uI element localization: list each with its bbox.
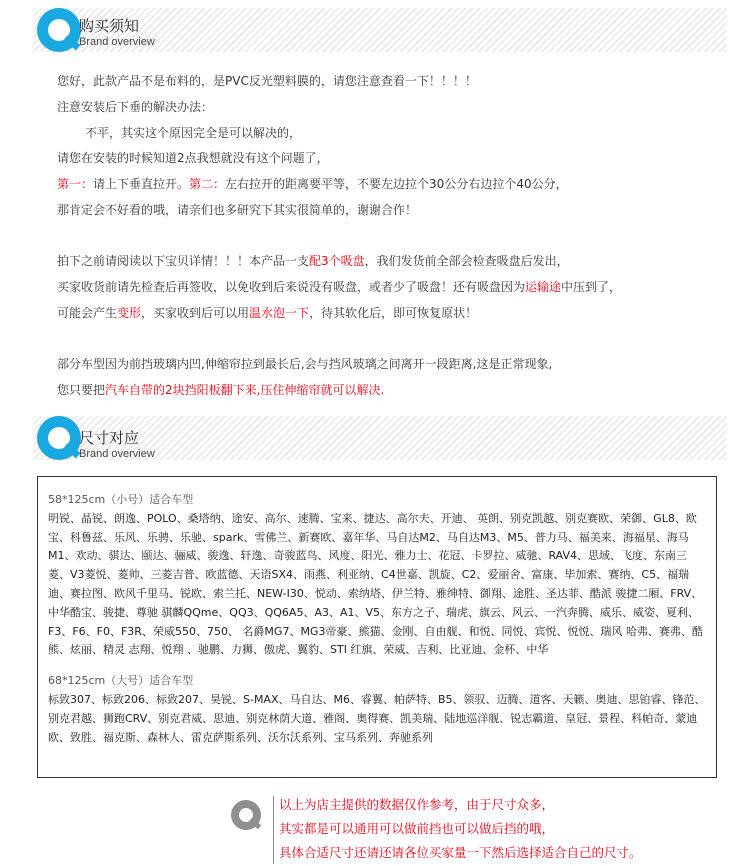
highlight-suction-cups: 配3个吸盘 — [309, 254, 365, 269]
section-subtitle-size: Brand overview — [79, 448, 155, 460]
highlight-deform: 变形 — [117, 305, 142, 320]
notice-line: 买家收货前请先检查后再签收，以免收到后来说没有吸盘，或者少了吸盘！还有吸盘因为运输途中压到了， — [57, 280, 622, 295]
notice-line: 不平，其实这个原因完全是可以解决的， — [85, 125, 302, 140]
q-logo-icon — [37, 416, 81, 460]
step-two-text: 左右拉开的距离要平等，不要左边拉个30公分右边拉个40公分， — [225, 177, 568, 192]
highlight-transport: 运输途 — [525, 280, 562, 295]
small-size-title: 58*125cm（小号）适合车型 — [48, 493, 194, 506]
notice-line: 可能会产生变形，买家收到后可以用温水泡一下，待其软化后，即可恢复原状！ — [57, 305, 478, 320]
notice-line: 您好，此款产品不是布料的，是PVC反光塑料膜的，请您注意查看一下！！！！ — [57, 74, 477, 88]
step-two-label: 第二： — [189, 177, 226, 192]
notice-line: 您只要把汽车自带的2块挡阳板翻下来,压住伸缩帘就可以解决. — [57, 382, 385, 397]
highlight-warm-water: 温水泡一下 — [249, 305, 310, 320]
step-one-text: 请上下垂直拉开。 — [93, 177, 190, 192]
footer-line: 具体合适尺寸还请还请各位买家量一下然后选择适合自己的尺寸。 — [279, 845, 642, 860]
q-logo-icon — [37, 8, 81, 52]
q-logo-gray-icon — [231, 800, 261, 830]
section-title-size: 尺寸对应 — [79, 429, 140, 447]
small-size-car-list: 明锐、晶锐、朗逸、POLO、桑塔纳、途安、高尔、速腾、宝来、捷达、高尔夫、开迪、 英朗、别克凯越、别克赛欧、荣御、GL8、欧宝、科鲁兹、乐风、乐骋、乐驰、spark、雪佛兰、新赛欧、嘉年华、马自达M2、马自达M3、M5、普力马、福美来、海福星、海马M1、欢动、骐达、颐达、骊威、骏逸、轩逸、奇骏蓝鸟、风度、阳光、雅力士、花冠、卡罗拉、威驰、RAV4、思域、飞度、东南三菱、V3菱悦、菱帅、三菱吉普、欧蓝德、天语SX4、雨燕、利亚纳、C4世嘉、凯旋、C2、爱丽舍、富康、毕加索、赛纳、C5、福瑞迪、赛拉图、欧风千里马、锐欧、索兰托、NEW-I30、悦动、索纳塔、伊兰特、雅绅特、御翔、途胜、圣达菲、酷派 骏捷二厢、FRV、中华酷宝、骏捷、尊驰 骐麟QQme、QQ3、QQ6A5、A3、A1、V5、东方之子、瑞虎、旗云、风云、一汽奔腾、威乐、威姿、夏利、F3、F6、F0、F3R、荣威550、750、 名爵MG7、MG3帝豪、熊猫、金刚、自由舰、和悦、同悦、宾悦、悦悦、瑞风 哈弗、赛弗、酷熊、炫丽、精灵 志翔、悦翔 、驰鹏、力狮、傲虎、翼豹、STI 红旗、荣威、吉利、比亚迪、金杯、中华 — [48, 511, 703, 657]
footer-line: 其实都是可以通用可以做前挡也可以做后挡的哦， — [279, 821, 555, 836]
footer-line: 以上为店主提供的数据仅作参考，由于尺寸众多， — [279, 797, 555, 812]
notice-line: 注意安装后下垂的解决办法： — [57, 99, 214, 114]
notice-line: 部分车型因为前挡玻璃内凹,伸缩帘拉到最长后,会与挡风玻璃之间离开一段距离,这是正常现象, — [57, 357, 553, 372]
footer-divider — [273, 796, 274, 864]
large-size-title: 68*125cm（大号）适合车型 — [48, 674, 194, 688]
highlight-sun-visor: 汽车自带的2块挡阳板翻下来,压住伸缩帘就可以解决. — [105, 382, 385, 397]
notice-line: 那肯定会不好看的哦，请亲们也多研究下其实很简单的，谢谢合作！ — [57, 202, 418, 217]
section-subtitle-notice: Brand overview — [79, 36, 155, 48]
purchase-notice — [57, 69, 737, 404]
notice-line — [57, 172, 737, 198]
section-title-notice: 购买须知 — [79, 17, 140, 35]
footer-note — [279, 793, 739, 865]
large-size-car-list: 标致307、标致206、标致207、昊锐、S-MAX、马自达、M6、睿翼、帕萨特、B5、领驭、迈腾、道客、天籁、奥迪、思铂睿、锋范、别克君越、狮跑CRV、别克君威、思迪、别克林荫大道、雅阁、奥得赛、凯美瑞、陆地巡洋舰、锐志霸道、皇冠、景程、科帕奇、蒙迪欧、致胜、福克斯、森林人、雷克萨斯系列、沃尔沃系列、宝马系列、奔驰系列 — [48, 692, 706, 744]
notice-line: 拍下之前请阅读以下宝贝详情！！！本产品一支配3个吸盘，我们发货前全部会检查吸盘后发出， — [57, 254, 569, 269]
notice-line: 请您在安装的时候知道2点我想就没有这个问题了， — [57, 151, 329, 166]
size-compatibility-box — [37, 476, 717, 778]
step-one-label: 第一： — [57, 177, 94, 192]
